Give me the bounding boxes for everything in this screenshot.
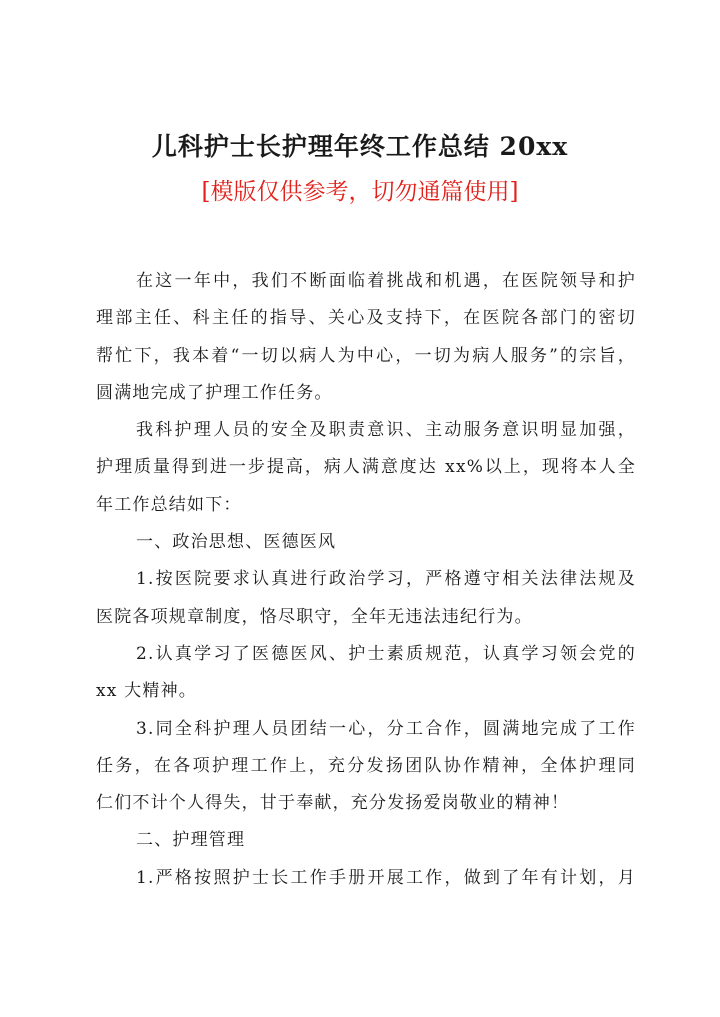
paragraph-line: 任务，在各项护理工作上，充分发扬团队协作精神，全体护理同 <box>96 755 636 776</box>
document-title: 儿科护士长护理年终工作总结 20xx <box>151 132 569 161</box>
document-body <box>96 263 636 897</box>
paragraph-line: 年工作总结如下： <box>96 494 242 515</box>
paragraph-line: 在这一年中，我们不断面临着挑战和机遇，在医院领导和护 <box>136 271 636 291</box>
paragraph-line: 理部主任、科主任的指导、关心及支持下，在医院各部门的密切 <box>96 308 636 329</box>
paragraph-line: 圆满地完成了护理工作任务。 <box>96 382 333 403</box>
section-heading: 一、政治思想、医德医风 <box>136 532 337 553</box>
paragraph-line: 仁们不计个人得失，甘于奉献，充分发扬爱岗敬业的精神！ <box>96 793 570 814</box>
paragraph-line: xx 大精神。 <box>96 681 197 702</box>
paragraph-line: 1.严格按照护士长工作手册开展工作，做到了年有计划，月 <box>136 867 636 888</box>
paragraph-line: 3.同全科护理人员团结一心，分工合作，圆满地完成了工作 <box>136 718 636 739</box>
section-heading: 二、护理管理 <box>136 830 246 851</box>
paragraph-line: 医院各项规章制度，恪尽职守，全年无违法违纪行为。 <box>96 606 533 627</box>
template-notice: [模版仅供参考，切勿通篇使用] <box>201 179 519 205</box>
paragraph-line: 帮忙下，我本着“一切以病人为中心，一切为病人服务”的宗旨， <box>96 345 636 366</box>
paragraph-line: 我科护理人员的安全及职责意识、主动服务意识明显加强， <box>136 420 636 441</box>
paragraph-line: 1.按医院要求认真进行政治学习，严格遵守相关法律法规及 <box>136 569 636 590</box>
paragraph-line: 护理质量得到进一步提高，病人满意度达 xx%以上，现将本人全 <box>96 457 636 478</box>
paragraph-line: 2.认真学习了医德医风、护士素质规范，认真学习领会党的 <box>136 643 636 664</box>
